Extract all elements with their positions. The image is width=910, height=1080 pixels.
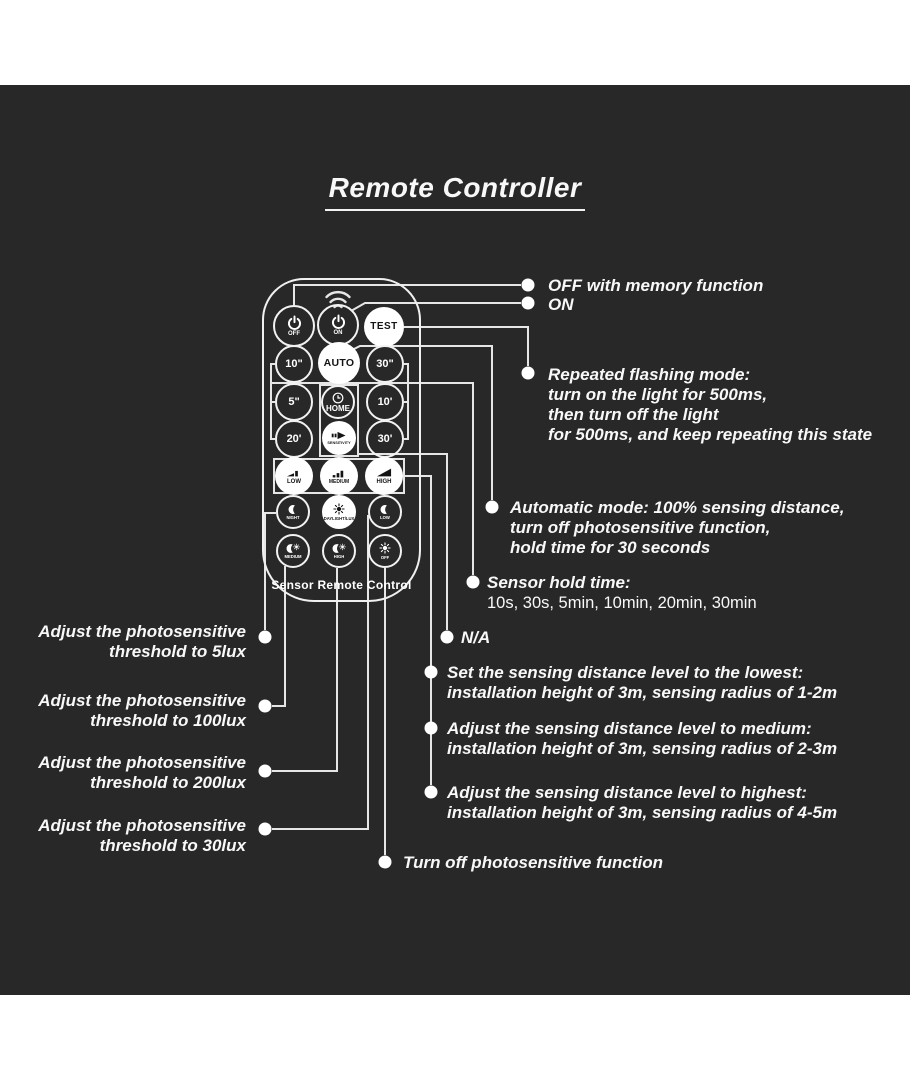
annotation-distance-medium: [447, 719, 837, 759]
annotation-line: OFF with memory function: [548, 276, 764, 295]
moon-sun-icon: [332, 543, 346, 554]
button-20m: [275, 420, 313, 458]
annotation-line: Adjust the photosensitive: [38, 753, 246, 772]
button-distance-low-label: LOW: [287, 479, 301, 485]
sun-icon: [333, 503, 345, 515]
annotation-line: Adjust the sensing distance level to medium:: [447, 719, 812, 738]
annotation-line: ON: [548, 295, 574, 314]
annotation-line: Automatic mode: 100% sensing distance,: [510, 498, 845, 517]
button-test: [364, 307, 404, 347]
button-lux-night: [276, 495, 310, 529]
button-lux-medium: [276, 534, 310, 568]
button-sensitivity: [322, 421, 356, 455]
button-daylight-lux-label: DAYLIGHT/LUX: [323, 515, 355, 521]
button-lux-off: [368, 534, 402, 568]
annotation-hold-time-values: 10s, 30s, 5min, 10min, 20min, 30min: [487, 594, 757, 612]
annotation-line: turn on the light for 500ms,: [548, 385, 768, 404]
button-on-label: ON: [333, 330, 343, 337]
annotation-automatic-mode: [510, 498, 844, 558]
signal-low-icon: [285, 467, 303, 478]
button-10s-label: 10": [285, 357, 303, 370]
button-lux-high-label: HIGH: [333, 554, 345, 560]
button-30s-label: 30": [376, 357, 394, 370]
annotation-line: installation height of 3m, sensing radius of 4-5m: [447, 803, 838, 822]
power-icon: [287, 315, 302, 330]
annotation-line: Sensor hold time:: [487, 573, 631, 592]
annotation-line: N/A: [461, 628, 491, 647]
annotation-line: hold time for 30 seconds: [510, 538, 711, 557]
annotation-line: for 500ms, and keep repeating this state: [548, 425, 873, 444]
annotation-distance-highest: [447, 783, 837, 823]
button-lux-low: [368, 495, 402, 529]
moon-icon: [288, 504, 299, 515]
annotation-line: Adjust the photosensitive: [38, 691, 246, 710]
annotation-threshold-30lux: [38, 816, 246, 856]
annotation-line: turn off photosensitive function,: [510, 518, 771, 537]
button-30s: [366, 345, 404, 383]
button-distance-high-label: HIGH: [376, 479, 392, 485]
button-lux-low-label: LOW: [380, 515, 390, 521]
button-off-label: OFF: [288, 331, 300, 338]
button-5s: [275, 383, 313, 421]
page-title: [0, 172, 910, 211]
power-icon: [331, 314, 346, 329]
annotation-line: Adjust the photosensitive: [38, 816, 246, 835]
clock-icon: [332, 392, 344, 404]
signal-high-icon: [375, 467, 393, 478]
button-distance-low: [275, 457, 313, 495]
button-5s-label: 5": [288, 395, 300, 408]
annotation-line: threshold to 30lux: [99, 836, 246, 855]
button-lux-high: [322, 534, 356, 568]
button-on: [317, 304, 359, 346]
annotation-line: threshold to 200lux: [90, 773, 246, 792]
button-home-label: HOME: [326, 403, 350, 413]
annotation-na: [461, 628, 490, 648]
button-auto: [318, 342, 360, 384]
annotation-line: Set the sensing distance level to the lowest:: [447, 663, 804, 682]
button-distance-medium-label: MEDIUM: [328, 478, 350, 485]
annotation-line: then turn off the light: [548, 405, 719, 424]
sensitivity-arrow-icon: [331, 430, 347, 441]
button-daylight-lux: [322, 495, 356, 529]
annotation-line: Adjust the photosensitive: [38, 622, 246, 641]
button-home: [321, 385, 355, 419]
annotation-photosensitive-off: [403, 853, 663, 873]
sun-icon: [379, 542, 391, 554]
annotation-flashing-mode: [548, 365, 872, 445]
annotation-hold-time: [487, 573, 757, 613]
button-auto-label: AUTO: [323, 356, 355, 369]
button-30m: [366, 420, 404, 458]
annotation-line: installation height of 3m, sensing radius of 2-3m: [447, 739, 838, 758]
annotation-line: Adjust the sensing distance level to highest:: [447, 783, 807, 802]
annotation-threshold-200lux: [38, 753, 246, 793]
annotation-threshold-100lux: [38, 691, 246, 731]
annotation-line: installation height of 3m, sensing radius of 1-2m: [447, 683, 838, 702]
button-off: [273, 305, 315, 347]
signal-medium-icon: [330, 468, 348, 479]
button-10m-label: 10': [377, 395, 393, 408]
moon-sun-icon: [286, 543, 300, 554]
annotation-threshold-5lux: [38, 622, 246, 662]
annotation-line: threshold to 100lux: [90, 711, 246, 730]
annotation-line: Turn off photosensitive function: [403, 853, 664, 872]
button-test-label: TEST: [370, 321, 398, 332]
button-lux-off-label: OFF: [380, 554, 390, 560]
moon-icon: [380, 504, 391, 515]
annotation-distance-lowest: [447, 663, 837, 703]
annotation-line: Repeated flashing mode:: [548, 365, 751, 384]
button-sensitivity-label: SENSITIVITY: [327, 441, 351, 446]
button-lux-medium-label: MEDIUM: [284, 554, 302, 560]
button-distance-high: [365, 457, 403, 495]
button-distance-medium: [320, 457, 358, 495]
page-title-text: Remote Controller: [325, 172, 586, 211]
button-lux-night-label: NIGHT: [286, 515, 300, 521]
remote-footer-label: Sensor Remote Control: [271, 578, 412, 592]
button-30m-label: 30': [377, 432, 393, 445]
button-20m-label: 20': [286, 432, 302, 445]
button-10m: [366, 383, 404, 421]
annotation-off-memory: [548, 276, 763, 296]
button-10s: [275, 345, 313, 383]
annotation-line: threshold to 5lux: [109, 642, 246, 661]
annotation-on: [548, 295, 574, 315]
